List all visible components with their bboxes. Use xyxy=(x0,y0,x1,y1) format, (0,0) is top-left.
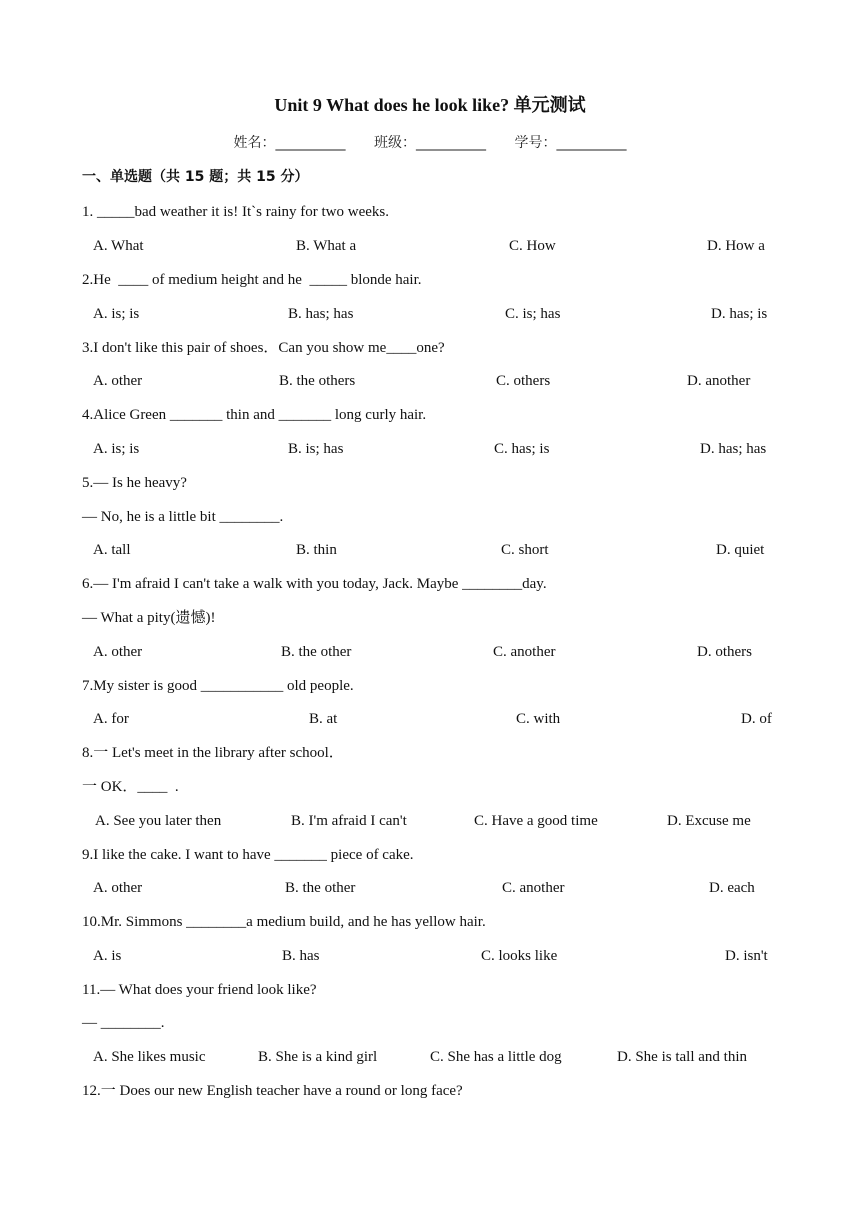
question-1-stem: 1. _____bad weather it is! It`s rainy for two weeks. xyxy=(82,204,390,220)
option-a: A. is xyxy=(93,948,122,964)
question-2-stem: 2.He ____ of medium height and he _____ blonde hair. xyxy=(82,272,422,288)
question-5-stem-line-2: — No, he is a little bit ________. xyxy=(82,509,284,525)
option-c: C. another xyxy=(502,880,565,896)
option-c: C. Have a good time xyxy=(474,813,598,829)
option-a: A. is; is xyxy=(93,441,140,457)
question-3-options xyxy=(0,371,860,391)
option-a: A. She likes music xyxy=(93,1049,206,1065)
question-10-options xyxy=(0,946,860,966)
question-8-options xyxy=(0,811,860,831)
option-d: D. She is tall and thin xyxy=(617,1049,747,1065)
option-d: D. quiet xyxy=(716,542,765,558)
option-b: B. the others xyxy=(279,373,356,389)
question-8-stem: 8.一 Let's meet in the library after school． xyxy=(82,745,344,761)
question-6-stem: 6.— I'm afraid I can't take a walk with you today, Jack. Maybe ________day. xyxy=(82,576,547,592)
class-field: 班级：__________ xyxy=(374,135,486,151)
option-d: D. Excuse me xyxy=(667,813,751,829)
name-field: 姓名：__________ xyxy=(233,135,346,151)
question-6-stem-line-2: — What a pity(遗憾)! xyxy=(82,610,216,626)
question-9-options xyxy=(0,878,860,898)
question-2-options xyxy=(0,304,860,324)
option-d: D. isn't xyxy=(725,948,768,964)
question-5-options xyxy=(0,540,860,560)
option-b: B. I'm afraid I can't xyxy=(291,813,407,829)
option-a: A. What xyxy=(93,238,144,254)
question-9-stem: 9.I like the cake. I want to have _______ piece of cake. xyxy=(82,847,414,863)
question-8-stem-line-2: 一 OK．____ . xyxy=(82,779,179,795)
option-a: A. other xyxy=(93,880,143,896)
question-7-stem: 7.My sister is good ___________ old people. xyxy=(82,678,354,694)
question-6-options xyxy=(0,642,860,662)
option-b: B. What a xyxy=(296,238,357,254)
question-3-stem: 3.I don't like this pair of shoes．Can you show me____one? xyxy=(82,340,445,356)
option-b: B. is; has xyxy=(288,441,344,457)
student-id-field: 学号：__________ xyxy=(514,135,627,151)
question-11-stem: 11.— What does your friend look like? xyxy=(82,982,317,998)
question-1-options xyxy=(0,236,860,256)
page-title: Unit 9 What does he look like? 单元测试 xyxy=(274,95,586,115)
option-b: B. the other xyxy=(281,644,352,660)
question-12-stem: 12.一 Does our new English teacher have a round or long face? xyxy=(82,1083,463,1099)
option-c: C. has; is xyxy=(494,441,550,457)
option-a: A. other xyxy=(93,644,143,660)
question-11-stem-line-2: — ________. xyxy=(82,1015,165,1031)
option-b: B. has xyxy=(282,948,320,964)
question-10-stem: 10.Mr. Simmons ________a medium build, and he has yellow hair. xyxy=(82,914,486,930)
option-c: C. How xyxy=(509,238,556,254)
option-c: C. looks like xyxy=(481,948,558,964)
question-4-stem: 4.Alice Green _______ thin and _______ long curly hair. xyxy=(82,407,427,423)
option-b: B. has; has xyxy=(288,306,354,322)
option-c: C. with xyxy=(516,711,561,727)
option-d: D. each xyxy=(709,880,755,896)
option-b: B. the other xyxy=(285,880,356,896)
option-a: A. tall xyxy=(93,542,131,558)
option-a: A. is; is xyxy=(93,306,140,322)
question-4-options xyxy=(0,439,860,459)
section-title: 一、单选题（共 15 题；共 15 分） xyxy=(82,169,309,185)
option-d: D. How a xyxy=(707,238,765,254)
option-a: A. other xyxy=(93,373,143,389)
option-c: C. another xyxy=(493,644,556,660)
option-a: A. for xyxy=(93,711,129,727)
student-info-row xyxy=(0,133,860,153)
option-d: D. another xyxy=(687,373,751,389)
option-c: C. is; has xyxy=(505,306,561,322)
option-b: B. thin xyxy=(296,542,337,558)
option-c: C. She has a little dog xyxy=(430,1049,562,1065)
option-d: D. has; has xyxy=(700,441,767,457)
option-b: B. at xyxy=(309,711,338,727)
question-11-options xyxy=(0,1047,860,1067)
option-d: D. others xyxy=(697,644,752,660)
option-d: D. has; is xyxy=(711,306,768,322)
option-c: C. others xyxy=(496,373,551,389)
question-7-options xyxy=(0,709,860,729)
option-a: A. See you later then xyxy=(95,813,222,829)
question-5-stem: 5.— Is he heavy? xyxy=(82,475,187,491)
option-c: C. short xyxy=(501,542,549,558)
option-d: D. of xyxy=(741,711,772,727)
option-b: B. She is a kind girl xyxy=(258,1049,378,1065)
